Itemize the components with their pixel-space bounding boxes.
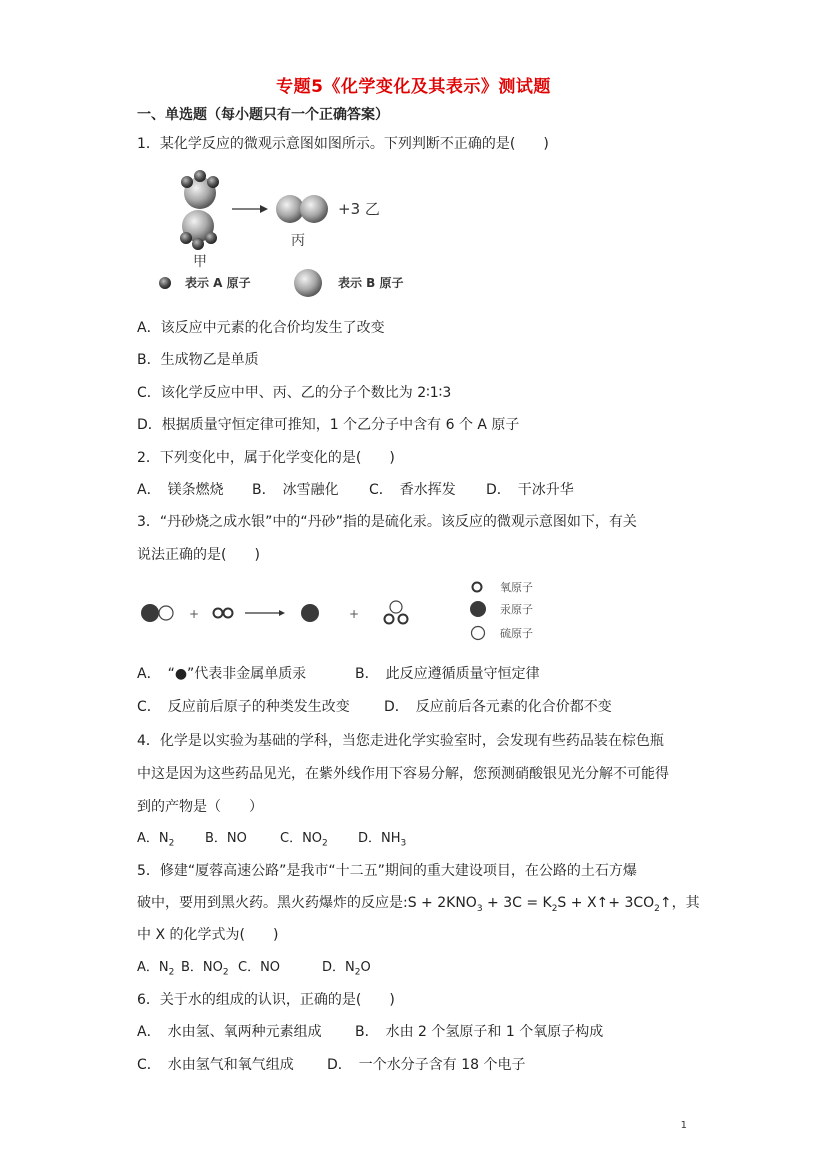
label-jia: 甲: [193, 254, 207, 270]
legend-b-atom: [294, 269, 322, 297]
legend-hg-atom: [470, 601, 486, 617]
q3-option-c: C． 反应前后原子的种类发生改变: [137, 699, 350, 715]
q3-option-d: D． 反应前后各元素的化合价都不变: [384, 699, 612, 715]
q4-stem-line2: 中这是因为这些药品见光，在紫外线作用下容易分解，您预测硝酸银见光分解不可能得: [137, 766, 669, 782]
q5-stem-line3: 中 X 的化学式为( ): [137, 927, 279, 943]
legend-o-label: 氧原子: [500, 581, 533, 594]
q5-option-c: C．NO: [238, 960, 281, 975]
hg-atom-product: [301, 604, 319, 622]
document-title: 专题5《化学变化及其表示》测试题: [276, 77, 551, 97]
q3-option-a: A． “●”代表非金属单质汞: [137, 666, 307, 682]
q5-stem-line1: 5．修建“厦蓉高速公路”是我市“十二五”期间的重大建设项目，在公路的土石方爆: [137, 863, 637, 879]
q4-option-b: B．NO: [205, 831, 247, 846]
q3-stem-line2: 说法正确的是( ): [137, 547, 260, 563]
o-atom-2: [224, 609, 233, 618]
q1-option-a: A．该反应中元素的化合价均发生了改变: [137, 320, 385, 336]
s-atom-product: [390, 601, 402, 613]
q3-option-b: B． 此反应遵循质量守恒定律: [355, 666, 540, 682]
q5-option-d: D．$N_2O$: [322, 960, 371, 978]
q1-option-b: B．生成物乙是单质: [137, 352, 259, 368]
q6-stem: 6．关于水的组成的认识，正确的是( ): [137, 992, 395, 1008]
q2-option-a: A． 镁条燃烧: [137, 482, 224, 498]
q4-stem-line1: 4．化学是以实验为基础的学科，当您走进化学实验室时，会发现有些药品装在棕色瓶: [137, 733, 664, 749]
legend-o-atom: [473, 583, 482, 592]
s-atom: [159, 606, 173, 620]
bing-molecule: [276, 195, 328, 223]
o-atom-product-2: [399, 615, 408, 624]
page-number: 1: [680, 1120, 687, 1131]
q4-stem-line3: 到的产物是（ ）: [137, 799, 263, 815]
q3-stem-line1: 3．“丹砂烧之成水银”中的“丹砂”指的是硫化汞。该反应的微观示意图如下，有关: [137, 514, 637, 530]
q4-option-a: A．$N_2$: [137, 831, 175, 849]
q2-option-b: B． 冰雪融化: [252, 482, 339, 498]
q6-option-a: A． 水由氢、氧两种元素组成: [137, 1024, 322, 1040]
q3-reaction-diagram: [137, 572, 547, 642]
q5-option-a: A．$N_2$: [137, 960, 175, 978]
legend-s-label: 硫原子: [500, 627, 533, 640]
q1-option-d: D．根据质量守恒定律可推知，1 个乙分子中含有 6 个 A 原子: [137, 417, 520, 433]
q5-option-b: B．$NO_2$: [181, 960, 229, 978]
jia-molecule-2: [180, 210, 217, 250]
svg-text:+: +: [349, 607, 360, 621]
legend-hg-label: 汞原子: [500, 603, 533, 616]
q1-option-c: C．该化学反应中甲、丙、乙的分子个数比为 2∶1∶3: [137, 385, 452, 401]
q2-option-d: D． 干冰升华: [486, 482, 574, 498]
legend-b-label: 表示 B 原子: [338, 276, 404, 290]
o-atom-1: [214, 609, 223, 618]
label-plus-3-yi: +3 乙: [338, 200, 380, 218]
q4-option-d: D．$NH_3$: [358, 831, 407, 849]
legend-a-label: 表示 A 原子: [185, 276, 251, 290]
q5-stem-line2: 破中，要用到黑火药。黑火药爆炸的反应是:S + $2KNO_3 + 3C = K_2S$ + X↑+ $3CO_2↑$，其: [137, 895, 700, 914]
legend-s-atom: [472, 627, 485, 640]
q2-option-c: C． 香水挥发: [369, 482, 456, 498]
q6-option-c: C． 水由氢气和氧气组成: [137, 1057, 294, 1073]
legend-a-atom: [159, 277, 171, 289]
q1-reaction-diagram: [150, 170, 440, 300]
q6-option-b: B． 水由 2 个氢原子和 1 个氧原子构成: [355, 1024, 604, 1040]
o-atom-product-1: [385, 615, 394, 624]
q6-option-d: D． 一个水分子含有 18 个电子: [327, 1057, 526, 1073]
section-heading: 一、单选题（每小题只有一个正确答案）: [137, 107, 389, 123]
svg-text:+: +: [189, 607, 200, 621]
q2-stem: 2．下列变化中，属于化学变化的是( ): [137, 450, 395, 466]
q1-stem: 1．某化学反应的微观示意图如图所示。下列判断不正确的是( ): [137, 136, 549, 152]
hg-atom: [141, 604, 159, 622]
jia-molecule-1: [181, 170, 219, 209]
q4-option-c: C．$NO_2$: [280, 831, 328, 849]
label-bing: 丙: [291, 233, 305, 249]
